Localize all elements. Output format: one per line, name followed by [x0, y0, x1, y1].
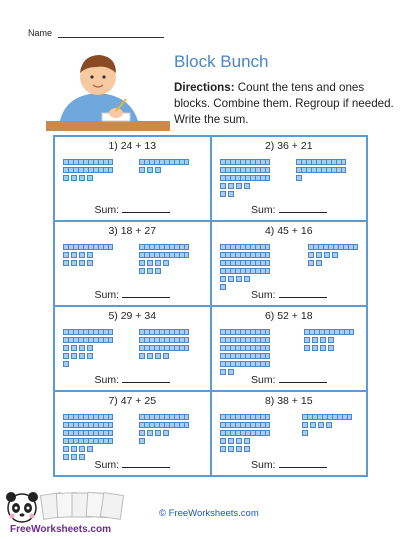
answer-blank[interactable]	[279, 457, 327, 468]
sum-line	[55, 372, 210, 386]
tens-block	[220, 430, 270, 436]
problem-cell	[55, 392, 210, 475]
ones-block	[320, 345, 326, 351]
ones-block	[236, 183, 242, 189]
tens-block	[220, 329, 270, 335]
ones-row	[63, 446, 113, 452]
ones-block	[296, 175, 302, 181]
blocks-b	[296, 159, 346, 183]
ones-block	[139, 260, 145, 266]
ones-row	[308, 260, 358, 266]
directions-text: Count the tens and ones blocks. Combine them. Regroup if needed. Write the sum.	[174, 81, 394, 126]
ones-row	[63, 361, 113, 367]
ones-block	[308, 260, 314, 266]
tens-block	[220, 414, 270, 420]
ones-block	[87, 353, 93, 359]
ones-block	[79, 345, 85, 351]
ones-block	[228, 438, 234, 444]
ones-block	[87, 252, 93, 258]
blocks-b	[139, 244, 189, 276]
tens-block	[139, 414, 189, 420]
tens-block	[139, 422, 189, 428]
ones-row	[63, 175, 113, 181]
problem-cell	[212, 392, 367, 475]
freeworksheets-logo	[2, 490, 132, 536]
ones-row	[304, 345, 354, 351]
tens-block	[139, 337, 189, 343]
ones-row	[220, 446, 270, 452]
name-line	[58, 37, 164, 38]
problem-cell	[55, 307, 210, 390]
ones-block	[312, 345, 318, 351]
tens-block	[63, 167, 113, 173]
problem-cell	[212, 137, 367, 220]
blocks-a	[63, 414, 113, 462]
ones-row	[139, 430, 189, 436]
tens-block	[63, 244, 113, 250]
tens-block	[220, 252, 270, 258]
ones-row	[139, 438, 189, 444]
ones-block	[63, 361, 69, 367]
ones-block	[87, 260, 93, 266]
ones-block	[155, 353, 161, 359]
answer-blank[interactable]	[122, 202, 170, 213]
footer-link[interactable]: © FreeWorksheets.com	[159, 508, 259, 519]
blocks-b	[302, 414, 352, 438]
sum-line	[55, 202, 210, 216]
problem-cell	[212, 307, 367, 390]
ones-block	[302, 430, 308, 436]
sum-line	[55, 457, 210, 471]
ones-block	[155, 167, 161, 173]
ones-block	[139, 438, 145, 444]
ones-block	[139, 268, 145, 274]
ones-block	[318, 422, 324, 428]
answer-blank[interactable]	[122, 372, 170, 383]
ones-block	[244, 446, 250, 452]
ones-row	[296, 175, 346, 181]
ones-block	[220, 191, 226, 197]
tens-block	[220, 175, 270, 181]
ones-block	[316, 260, 322, 266]
blocks-b	[139, 329, 189, 361]
student-illustration	[46, 43, 170, 131]
ones-row	[220, 183, 270, 189]
problem-cell	[55, 137, 210, 220]
ones-block	[244, 438, 250, 444]
tens-block	[220, 167, 270, 173]
sum-label: Sum:	[94, 374, 119, 386]
ones-block	[312, 337, 318, 343]
ones-block	[236, 438, 242, 444]
ones-row	[139, 167, 189, 173]
problem-cell	[212, 222, 367, 305]
ones-row	[63, 345, 113, 351]
blocks-b	[139, 414, 189, 446]
ones-block	[71, 353, 77, 359]
ones-row	[63, 260, 113, 266]
sum-line	[212, 372, 367, 386]
tens-block	[63, 414, 113, 420]
tens-block	[220, 353, 270, 359]
tens-block	[139, 252, 189, 258]
blocks-b	[139, 159, 189, 175]
ones-row	[308, 252, 358, 258]
ones-block	[87, 446, 93, 452]
blocks-a	[63, 329, 113, 369]
problem-label: 1) 24 + 13	[108, 140, 157, 152]
ones-block	[147, 268, 153, 274]
tens-block	[220, 361, 270, 367]
problem-label: 8) 38 + 15	[264, 395, 313, 407]
problem-label: 5) 29 + 34	[108, 310, 157, 322]
ones-block	[328, 337, 334, 343]
ones-block	[320, 337, 326, 343]
tens-block	[220, 159, 270, 165]
ones-block	[87, 175, 93, 181]
tens-block	[139, 244, 189, 250]
tens-block	[220, 345, 270, 351]
ones-block	[304, 337, 310, 343]
ones-block	[139, 430, 145, 436]
tens-block	[63, 159, 113, 165]
tens-block	[304, 329, 354, 335]
ones-block	[220, 183, 226, 189]
ones-block	[147, 260, 153, 266]
ones-row	[139, 260, 189, 266]
sum-label: Sum:	[250, 204, 276, 216]
sum-label: Sum:	[94, 459, 119, 471]
ones-block	[71, 345, 77, 351]
problem-label: 2) 36 + 21	[264, 140, 313, 152]
sum-line	[55, 287, 210, 301]
ones-row	[220, 438, 270, 444]
ones-block	[79, 260, 85, 266]
ones-block	[147, 430, 153, 436]
ones-block	[332, 252, 338, 258]
ones-block	[163, 430, 169, 436]
ones-block	[228, 191, 234, 197]
tens-block	[63, 422, 113, 428]
ones-block	[63, 260, 69, 266]
sum-line	[212, 287, 367, 301]
tens-block	[296, 159, 346, 165]
ones-block	[228, 446, 234, 452]
blocks-a	[220, 414, 270, 454]
ones-block	[220, 276, 226, 282]
blocks-a	[220, 244, 270, 292]
tens-block	[302, 414, 352, 420]
blocks-a	[63, 159, 113, 183]
ones-block	[244, 183, 250, 189]
sum-label: Sum:	[94, 204, 119, 216]
ones-block	[63, 345, 69, 351]
ones-row	[63, 353, 113, 359]
tens-block	[220, 268, 270, 274]
ones-block	[71, 446, 77, 452]
ones-row	[139, 353, 189, 359]
ones-block	[63, 175, 69, 181]
ones-block	[71, 175, 77, 181]
tens-block	[63, 337, 113, 343]
problem-label: 6) 52 + 18	[264, 310, 313, 322]
sum-label: Sum:	[94, 289, 119, 301]
ones-block	[244, 276, 250, 282]
ones-block	[63, 353, 69, 359]
ones-block	[220, 446, 226, 452]
ones-row	[63, 252, 113, 258]
problem-label: 3) 18 + 27	[108, 225, 157, 237]
ones-block	[147, 167, 153, 173]
tens-block	[139, 159, 189, 165]
ones-block	[155, 260, 161, 266]
ones-block	[63, 446, 69, 452]
ones-block	[155, 268, 161, 274]
ones-row	[304, 337, 354, 343]
ones-block	[326, 422, 332, 428]
sum-label: Sum:	[250, 289, 276, 301]
blocks-a	[220, 329, 270, 377]
ones-block	[310, 422, 316, 428]
ones-block	[79, 252, 85, 258]
ones-block	[236, 446, 242, 452]
sum-label: Sum:	[250, 374, 276, 386]
answer-blank[interactable]	[122, 457, 170, 468]
tens-block	[139, 345, 189, 351]
blocks-a	[220, 159, 270, 199]
ones-block	[87, 345, 93, 351]
tens-block	[308, 244, 358, 250]
ones-block	[304, 345, 310, 351]
tens-block	[220, 422, 270, 428]
problem-cell	[55, 222, 210, 305]
answer-blank[interactable]	[279, 372, 327, 383]
directions	[174, 80, 394, 128]
ones-block	[328, 345, 334, 351]
tens-block	[220, 244, 270, 250]
answer-blank[interactable]	[279, 287, 327, 298]
ones-block	[163, 353, 169, 359]
ones-block	[147, 353, 153, 359]
ones-block	[155, 430, 161, 436]
tens-block	[220, 260, 270, 266]
ones-block	[163, 260, 169, 266]
tens-block	[63, 430, 113, 436]
worksheet-title: Block Bunch	[174, 52, 269, 71]
ones-block	[324, 252, 330, 258]
ones-block	[308, 252, 314, 258]
ones-block	[228, 183, 234, 189]
answer-blank[interactable]	[122, 287, 170, 298]
sum-label: Sum:	[250, 459, 276, 471]
ones-row	[302, 430, 352, 436]
blocks-a	[63, 244, 113, 268]
ones-block	[79, 446, 85, 452]
name-label: Name	[28, 28, 53, 38]
ones-row	[220, 191, 270, 197]
directions-label: Directions:	[174, 81, 235, 94]
ones-block	[71, 252, 77, 258]
sum-line	[212, 457, 367, 471]
tens-block	[220, 337, 270, 343]
ones-block	[79, 175, 85, 181]
ones-block	[79, 353, 85, 359]
svg-text:FreeWorksheets.com: FreeWorksheets.com	[10, 524, 111, 535]
tens-block	[63, 438, 113, 444]
ones-block	[302, 422, 308, 428]
ones-block	[139, 353, 145, 359]
answer-blank[interactable]	[279, 202, 327, 213]
ones-block	[139, 167, 145, 173]
blocks-b	[304, 329, 354, 353]
tens-block	[63, 329, 113, 335]
ones-block	[63, 252, 69, 258]
ones-block	[228, 276, 234, 282]
ones-row	[302, 422, 352, 428]
ones-block	[316, 252, 322, 258]
ones-block	[236, 276, 242, 282]
sum-line	[212, 202, 367, 216]
problem-grid	[53, 135, 368, 477]
tens-block	[139, 329, 189, 335]
problem-label: 4) 45 + 16	[264, 225, 313, 237]
problem-label: 7) 47 + 25	[108, 395, 157, 407]
ones-row	[220, 276, 270, 282]
ones-block	[220, 438, 226, 444]
ones-block	[71, 260, 77, 266]
tens-block	[296, 167, 346, 173]
blocks-b	[308, 244, 358, 268]
ones-row	[139, 268, 189, 274]
